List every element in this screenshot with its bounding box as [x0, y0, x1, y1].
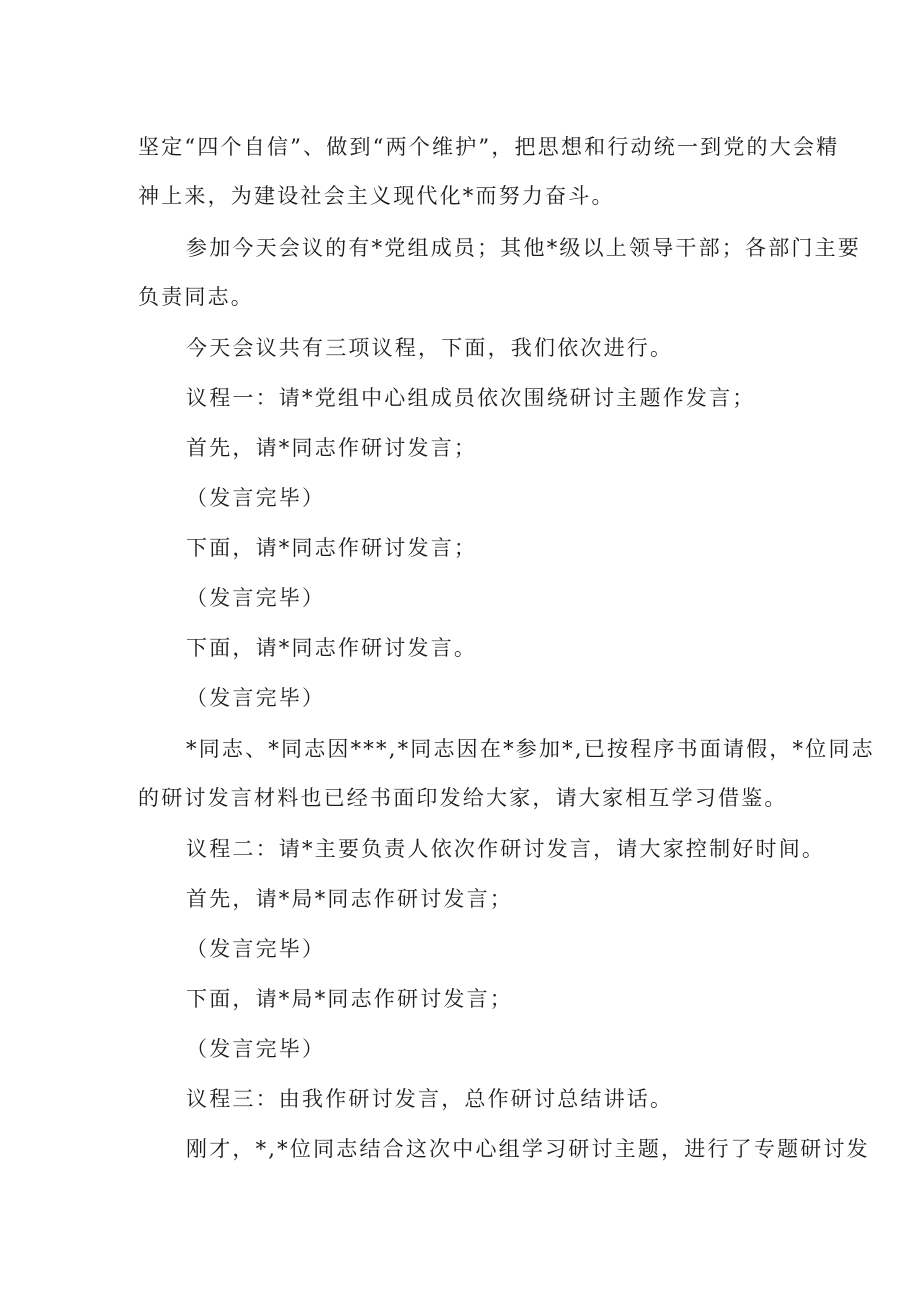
text-line: （发言完毕）	[186, 586, 326, 610]
text-line: 下面，请*局*同志作研讨发言；	[186, 987, 513, 1011]
text-line: 议程一：请*党组中心组成员依次围绕研讨主题作发言；	[186, 386, 756, 410]
text-line: 坚定“四个自信”、做到“两个维护”，把思想和行动统一到党的大会精	[138, 135, 840, 159]
text-line: （发言完毕）	[186, 486, 326, 510]
text-line: 的研讨发言材料也已经书面印发给大家，请大家相互学习借鉴。	[138, 786, 788, 810]
text-line: 下面，请*同志作研讨发言。	[186, 636, 478, 660]
text-line: （发言完毕）	[186, 937, 326, 961]
text-line: 今天会议共有三项议程，下面，我们依次进行。	[186, 336, 674, 360]
text-line: 议程二：请*主要负责人依次作研讨发言，请大家控制好时间。	[186, 837, 826, 861]
text-line: 负责同志。	[138, 285, 254, 309]
text-line: 神上来，为建设社会主义现代化*而努力奋斗。	[138, 184, 615, 208]
text-line: 下面，请*同志作研讨发言；	[186, 536, 478, 560]
text-line: （发言完毕）	[186, 1037, 326, 1061]
text-line: 参加今天会议的有*党组成员；其他*级以上领导干部；各部门主要	[186, 236, 861, 260]
text-line: 刚才，*,*位同志结合这次中心组学习研讨主题，进行了专题研讨发	[186, 1137, 870, 1161]
text-line: 首先，请*局*同志作研讨发言；	[186, 887, 513, 911]
text-line: *同志、*同志因***,*同志因在*参加*,已按程序书面请假，*位同志	[186, 737, 875, 761]
text-line: 议程三：由我作研讨发言，总作研讨总结讲话。	[186, 1087, 674, 1111]
text-line: 首先，请*同志作研讨发言；	[186, 436, 478, 460]
text-line: （发言完毕）	[186, 686, 326, 710]
